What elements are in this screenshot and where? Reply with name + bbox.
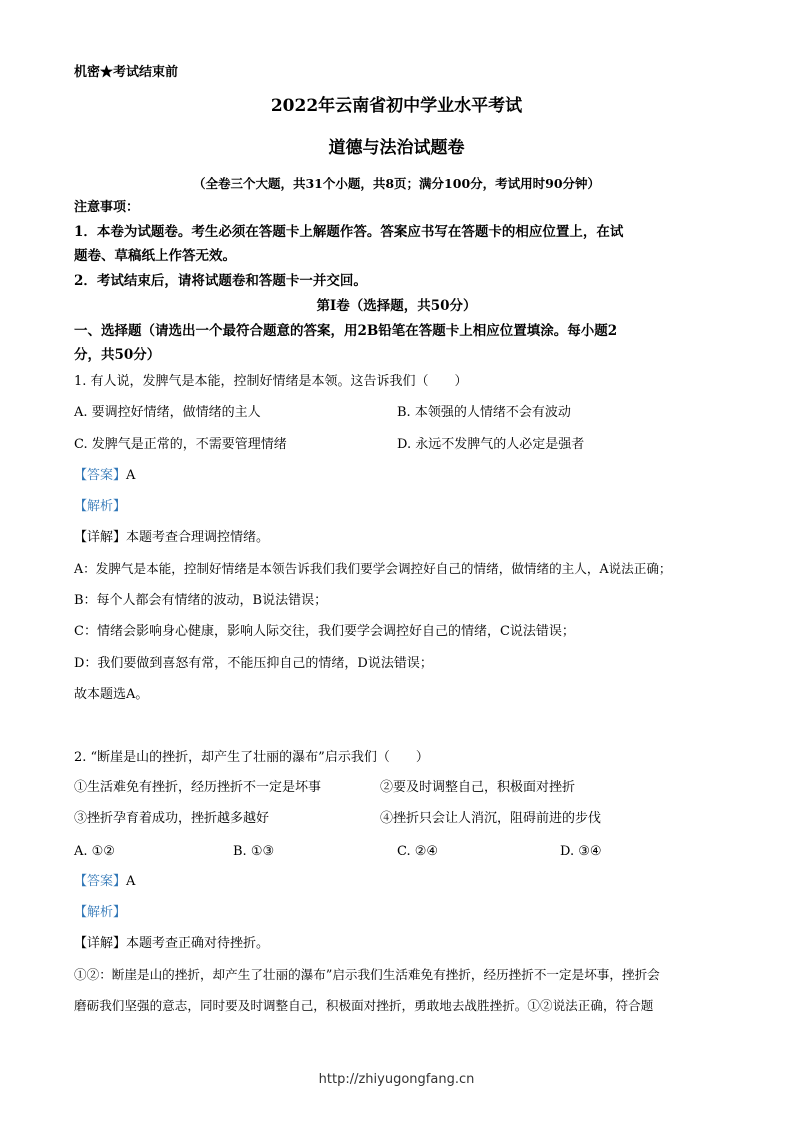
detail-text: 本题考查正确对待挫折。 [126, 936, 270, 951]
question-2-detail [74, 935, 269, 953]
question-1-explanation-c: C：情绪会影响身心健康，影响人际交往，我们要学会调控好自己的情绪，C说法错误； [74, 624, 575, 639]
question-1-option-d: D. 永远不发脾气的人必定是强者 [397, 437, 585, 452]
question-2-statement-4: ④挫折只会让人消沉，阻碍前进的步伐 [380, 811, 602, 826]
paper-subtitle: 道德与法治试题卷 [328, 138, 465, 158]
analysis-tag: 【解析】 [74, 905, 127, 920]
notice-heading: 注意事项： [74, 200, 140, 215]
question-2-option-d: D. ③④ [560, 844, 602, 859]
analysis-tag: 【解析】 [74, 499, 127, 514]
answer-value: A [126, 468, 136, 483]
detail-tag: 【详解】 [74, 936, 127, 951]
notice-item-1-line-2: 题卷、草稿纸上作答无效。 [74, 248, 236, 264]
question-2-answer [74, 873, 135, 891]
question-2-explanation-line-2: 磨砺我们坚强的意志，同时要及时调整自己，积极面对挫折，勇敢地去战胜挫折。①②说法正确，符合题 [74, 998, 654, 1013]
answer-tag: 【答案】 [74, 468, 127, 483]
question-2-option-c: C. ②④ [397, 844, 439, 859]
question-2-option-b: B. ①③ [233, 844, 275, 859]
answer-value: A [126, 874, 136, 889]
exam-title: 2022年云南省初中学业水平考试 [270, 96, 523, 116]
question-1-explanation-d: D：我们要做到喜怒有常，不能压抑自己的情绪，D说法错误； [74, 656, 433, 671]
question-1-stem: 1. 有人说，发脾气是本能，控制好情绪是本领。这告诉我们（ ） [74, 374, 468, 389]
question-1-conclusion: 故本题选A。 [74, 687, 149, 702]
section-title: 第I卷（选择题，共50分） [316, 298, 477, 314]
question-1-detail [74, 529, 269, 547]
question-2-statement-2: ②要及时调整自己，积极面对挫折 [380, 780, 576, 795]
detail-tag: 【详解】 [74, 530, 127, 545]
section-instruction-line-2: 分，共50分） [74, 347, 161, 363]
question-2-statement-1: ①生活难免有挫折，经历挫折不一定是坏事 [74, 780, 322, 795]
question-1-explanation-a: A：发脾气是本能，控制好情绪是本领告诉我们我们要学会调控好自己的情绪，做情绪的主人，A说法正确； [74, 561, 672, 576]
exam-info: （全卷三个大题，共31个小题，共8页；满分100分，考试用时90分钟） [192, 176, 601, 191]
detail-text: 本题考查合理调控情绪。 [126, 530, 270, 545]
question-1-answer [74, 467, 135, 485]
question-2-explanation-line-1: ①②：断崖是山的挫折，却产生了壮丽的瀑布”启示我们生活难免有挫折，经历挫折不一定是坏事，挫折会 [74, 967, 660, 982]
question-2-stem: 2. “断崖是山的挫折，却产生了壮丽的瀑布”启示我们（ ） [74, 750, 429, 765]
question-2-statement-3: ③挫折孕育着成功，挫折越多越好 [74, 811, 270, 826]
confidential-label: 机密★考试结束前 [74, 65, 179, 80]
answer-tag: 【答案】 [74, 874, 127, 889]
question-2-option-a: A. ①② [74, 844, 115, 859]
section-instruction-line-1: 一、选择题（请选出一个最符合题意的答案，用2B铅笔在答题卡上相应位置填涂。每小题2 [74, 323, 618, 339]
question-1-explanation-b: B：每个人都会有情绪的波动，B说法错误； [74, 593, 328, 608]
question-2-analysis [74, 904, 126, 922]
footer-url: http://zhiyugongfang.cn [318, 1072, 475, 1087]
notice-item-2: 2．考试结束后，请将试题卷和答题卡一并交回。 [74, 273, 367, 289]
notice-item-1-line-1: 1．本卷为试题卷。考生必须在答题卡上解题作答。答案应书写在答题卡的相应位置上，在试 [74, 224, 624, 240]
question-1-option-a: A. 要调控好情绪，做情绪的主人 [74, 405, 261, 420]
question-1-option-b: B. 本领强的人情绪不会有波动 [397, 405, 571, 420]
question-1-option-c: C. 发脾气是正常的，不需要管理情绪 [74, 437, 287, 452]
question-1-analysis [74, 498, 126, 516]
